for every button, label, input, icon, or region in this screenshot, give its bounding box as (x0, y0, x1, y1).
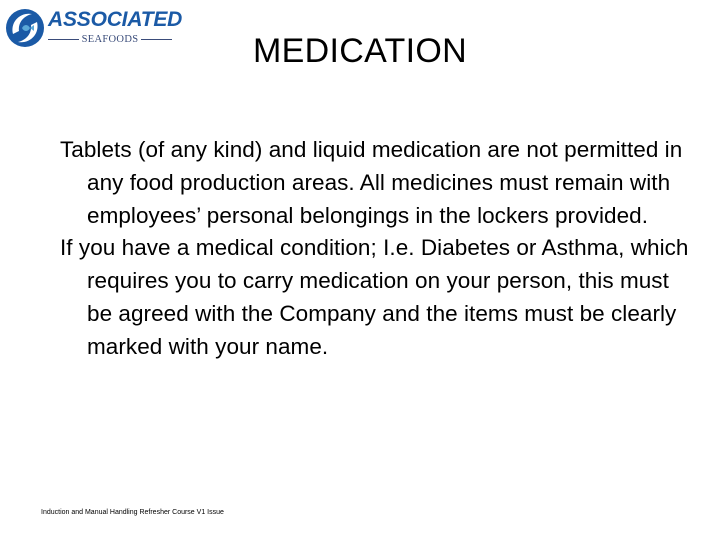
company-logo (4, 4, 183, 54)
paragraph-medical-condition: If you have a medical condition; I.e. Diabetes or Asthma, which requires you to carry medication on your person, this must be agreed with the Company and the items must be clearly marked with your name. (60, 235, 689, 359)
logo-subtitle (48, 34, 172, 45)
logo-subtitle-text: SEAFOODS (81, 34, 139, 45)
fish-swirl-icon (4, 4, 48, 52)
paragraph-tablets: Tablets (of any kind) and liquid medication are not permitted in any food production areas. All medicines must remain with employees’ personal belongings in the lockers provided. (60, 137, 683, 228)
logo-rule-right (141, 39, 172, 40)
logo-wordmark: ASSOCIATED (48, 8, 183, 31)
slide-footer: Induction and Manual Handling Refresher Course V1 Issue (41, 509, 224, 516)
logo-rule-left (48, 39, 79, 40)
slide-title: MEDICATION (253, 32, 467, 70)
slide-body (60, 134, 700, 364)
